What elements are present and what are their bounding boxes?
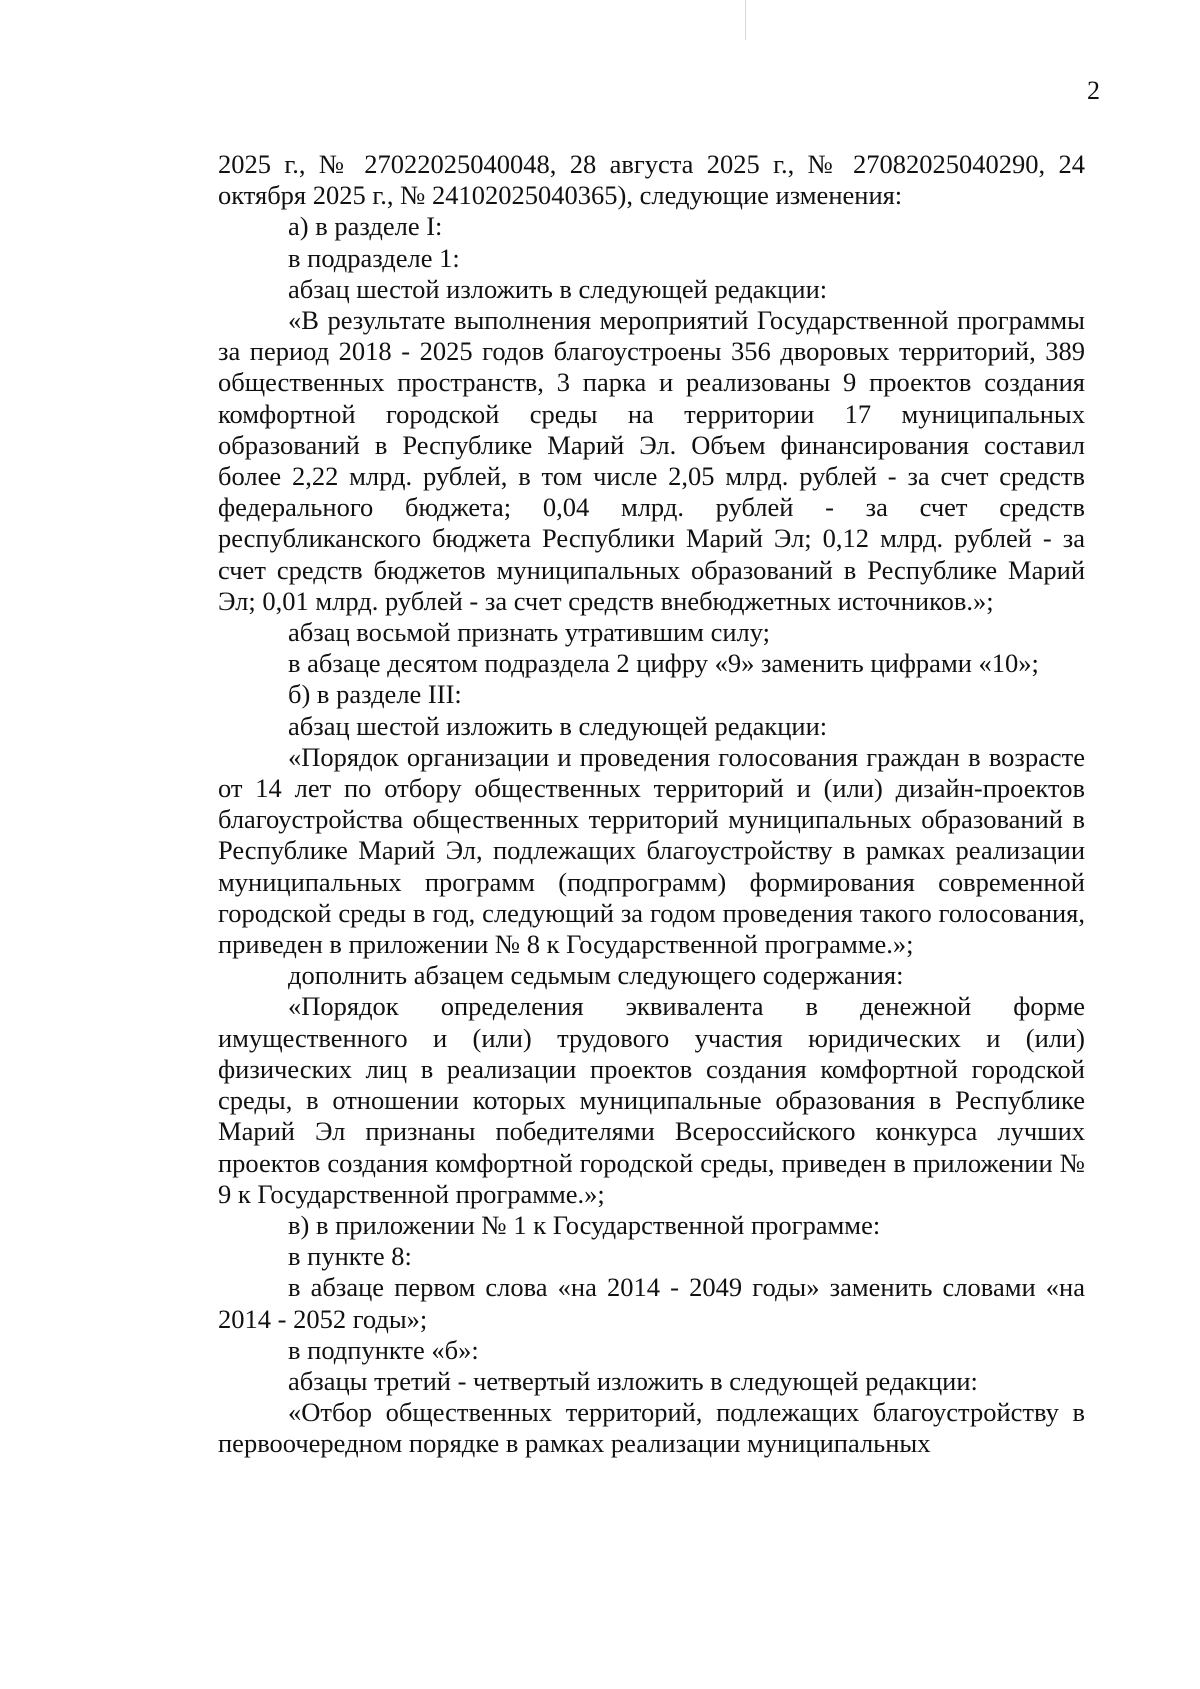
paragraph-continuation: 2025 г., № 27022025040048, 28 августа 2025 г., № 27082025040290, 24 октября 2025 г., № 24102025040365), следующие изменения:	[218, 149, 1085, 211]
paragraph-item-v: в) в приложении № 1 к Государственной программе:	[288, 1209, 881, 1240]
paragraph-first-abzac-change: в абзаце первом слова «на 2014 - 2049 годы» заменить словами «на 2014 - 2052 годы»;	[218, 1272, 1085, 1334]
paragraph-point-8: в пункте 8:	[288, 1241, 412, 1272]
paragraph-quote-selection: «Отбор общественных территорий, подлежащих благоустройству в первоочередном порядке в рамках реализации муниципальных	[218, 1397, 1085, 1459]
paragraph-sixth-abzac-intro: абзац шестой изложить в следующей редакции:	[288, 273, 828, 304]
paragraph-subsection-1: в подразделе 1:	[288, 242, 460, 273]
page-number: 2	[1087, 76, 1100, 105]
paragraph-quote-equivalent-procedure: «Порядок определения эквивалента в денежной форме имущественного и (или) трудового участия юридических и (или) физических лиц в реализации проектов создания комфортной городской среды, в отношении которых муниципальные образования в Республике Марий Эл признаны победителями Всероссийского конкурса лучших проектов создания комфортной городской среды, приведен в приложении № 9 к Государственной программе.»;	[218, 991, 1085, 1209]
paragraph-item-b: б) в разделе III:	[288, 679, 462, 710]
document-body	[218, 149, 1085, 1460]
scan-artifact	[745, 0, 746, 40]
paragraph-tenth-abzac: в абзаце десятом подраздела 2 цифру «9» заменить цифрами «10»;	[288, 648, 1039, 679]
paragraph-quote-voting-procedure: «Порядок организации и проведения голосования граждан в возрасте от 14 лет по отбору общественных территорий и (или) дизайн-проектов благоустройства общественных территорий муниципальных образований в Республике Марий Эл, подлежащих благоустройству в рамках реализации муниципальных программ (подпрограмм) формирования современной городской среды в год, следующий за годом проведения такого голосования, приведен в приложении № 8 к Государственной программе.»;	[218, 741, 1085, 960]
paragraph-sixth-abzac-intro-2: абзац шестой изложить в следующей редакции:	[288, 710, 828, 741]
paragraph-quote-results: «В результате выполнения мероприятий Государственной программы за период 2018 - 2025 годов благоустроены 356 дворовых территорий, 389 общественных пространств, 3 парка и реализованы 9 проектов создания комфортной городской среды на территории 17 муниципальных образований в Республике Марий Эл. Объем финансирования составил более 2,22 млрд. рублей, в том числе 2,05 млрд. рублей - за счет средств федерального бюджета; 0,04 млрд. рублей - за счет средств республиканского бюджета Республики Марий Эл; 0,12 млрд. рублей - за счет средств бюджетов муниципальных образований в Республике Марий Эл; 0,01 млрд. рублей - за счет средств внебюджетных источников.»;	[218, 305, 1085, 616]
paragraph-subpoint-b: в подпункте «б»:	[288, 1334, 479, 1365]
paragraph-item-a: а) в разделе I:	[288, 211, 443, 242]
paragraph-seventh-abzac-intro: дополнить абзацем седьмым следующего содержания:	[288, 960, 904, 991]
paragraph-third-fourth-abzac: абзацы третий - четвертый изложить в следующей редакции:	[288, 1365, 978, 1396]
paragraph-eighth-abzac: абзац восьмой признать утратившим силу;	[288, 617, 770, 648]
